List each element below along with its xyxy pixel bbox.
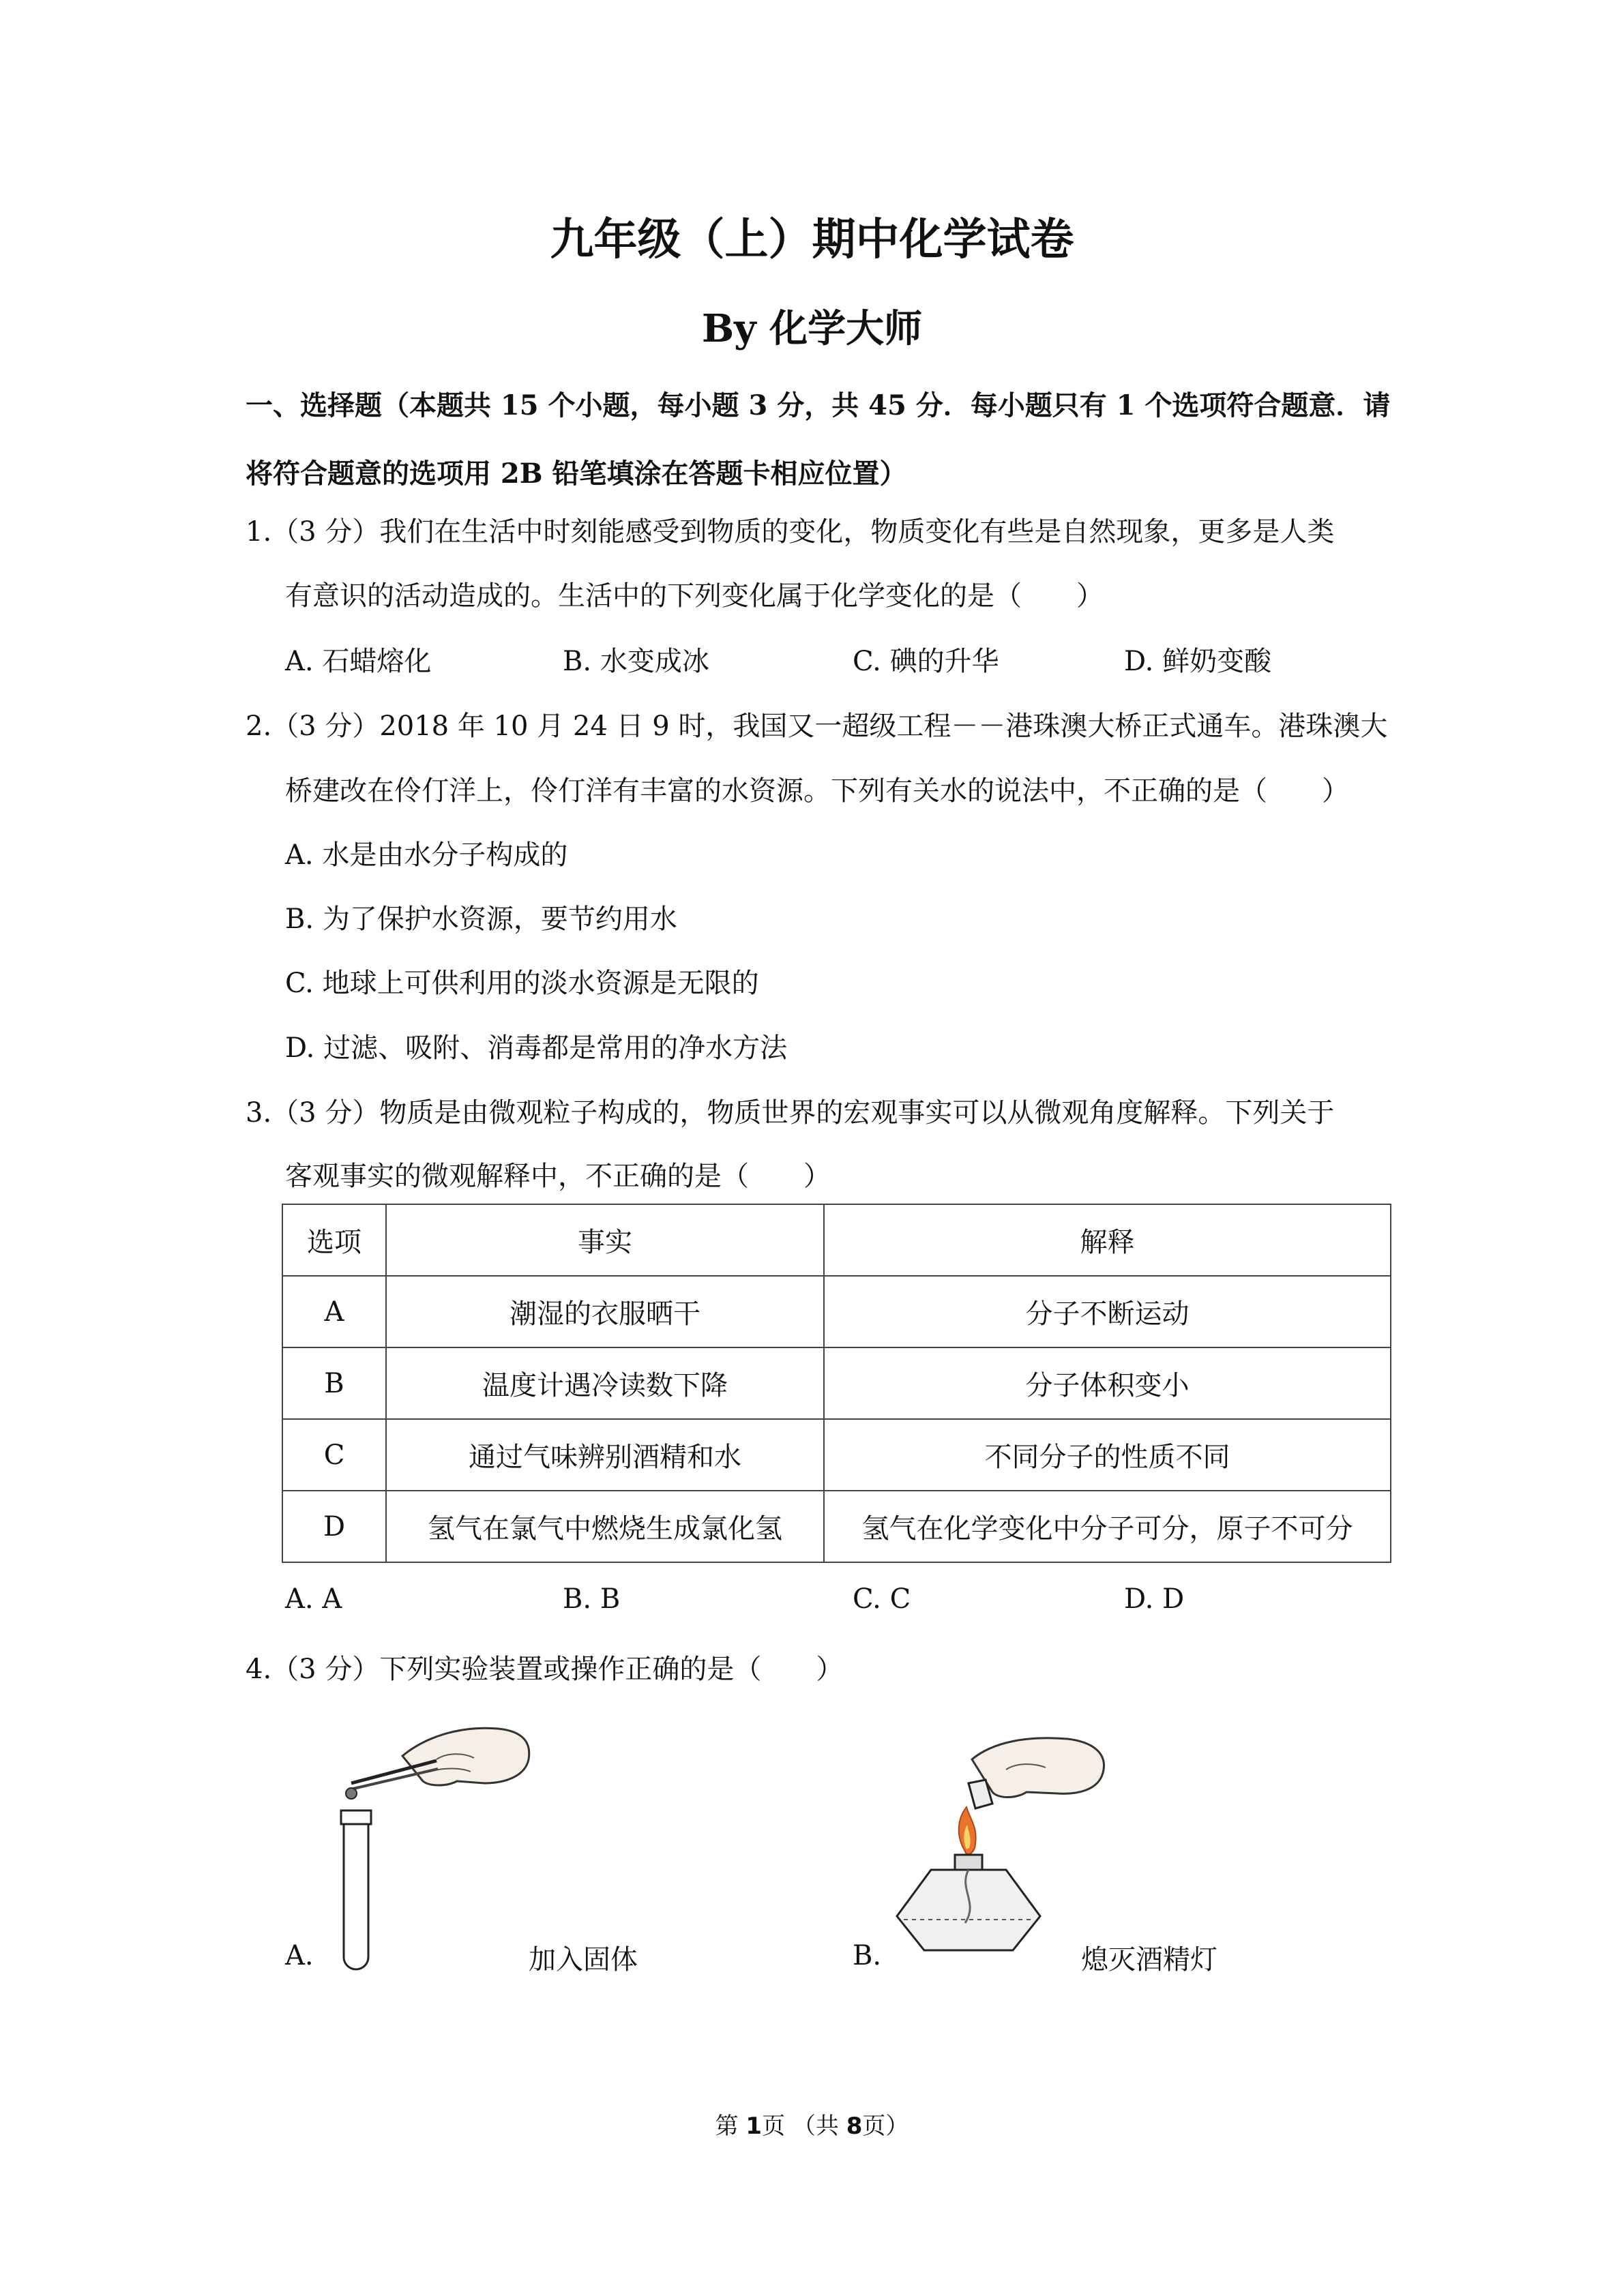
q3-line2: 客观事实的微观解释中，不正确的是（ ） — [285, 1161, 831, 1192]
q4-option-b-caption: 熄灭酒精灯 — [1081, 1944, 1217, 1976]
page-title: 九年级（上）期中化学试卷 — [550, 214, 1074, 265]
q2-line2: 桥建改在伶仃洋上，伶仃洋有丰富的水资源。下列有关水的说法中，不正确的是（ ） — [285, 775, 1349, 807]
q4-line1: 4.（3 分）下列实验装置或操作正确的是（ ） — [246, 1654, 844, 1685]
q4-option-b-letter: B. — [853, 1940, 882, 1971]
q3-option-b: B. B — [563, 1583, 621, 1615]
header-option: 选项 — [282, 1204, 386, 1276]
q2-option-a: A. 水是由水分子构成的 — [285, 839, 568, 871]
row-a-explanation: 分子不断运动 — [824, 1276, 1391, 1347]
section-heading: 一、选择题（本题共 15 个小题，每小题 3 分，共 45 分．每小题只有 1 个选项符合题意．请将符合题意的选项用 2B 铅笔填涂在答题卡相应位置） — [246, 389, 1391, 490]
facts-table — [282, 1204, 1391, 1563]
q3-option-c: C. C — [853, 1583, 911, 1615]
table-row — [282, 1419, 1391, 1491]
row-b-option: B — [282, 1347, 386, 1419]
row-a-option: A — [282, 1276, 386, 1347]
footer-prefix: 第 — [715, 2113, 746, 2140]
row-b-explanation: 分子体积变小 — [824, 1347, 1391, 1419]
table-header-row — [282, 1204, 1391, 1276]
table-row — [282, 1276, 1391, 1347]
table-row — [282, 1347, 1391, 1419]
row-d-option: D — [282, 1491, 386, 1562]
header-fact: 事实 — [386, 1204, 824, 1276]
row-c-option: C — [282, 1419, 386, 1491]
q3-option-d: D. D — [1124, 1583, 1185, 1615]
q1-option-b: B. 水变成冰 — [563, 646, 709, 677]
row-d-fact: 氢气在氯气中燃烧生成氯化氢 — [386, 1491, 824, 1562]
footer-total-pages: 8 — [846, 2113, 863, 2140]
q1-option-c: C. 碘的升华 — [853, 646, 999, 677]
q1-option-a: A. 石蜡熔化 — [285, 646, 432, 677]
test-tube-illustration — [321, 1718, 539, 1978]
q2-option-b: B. 为了保护水资源，要节约用水 — [285, 904, 677, 935]
footer-suffix: 页） — [862, 2113, 909, 2140]
q4-option-a-letter: A. — [285, 1940, 314, 1971]
row-c-explanation: 不同分子的性质不同 — [824, 1419, 1391, 1491]
q1-line1: 1.（3 分）我们在生活中时刻能感受到物质的变化，物质变化有些是自然现象，更多是人类 — [246, 516, 1335, 548]
header-explanation: 解释 — [824, 1204, 1391, 1276]
q3-option-a: A. A — [285, 1583, 342, 1615]
q3-line1: 3.（3 分）物质是由微观粒子构成的，物质世界的宏观事实可以从微观角度解释。下列关于 — [246, 1097, 1335, 1129]
q2-option-d: D. 过滤、吸附、消毒都是常用的净水方法 — [285, 1032, 788, 1064]
q2-option-c: C. 地球上可供利用的淡水资源是无限的 — [285, 968, 759, 999]
page-subtitle: By 化学大师 — [701, 306, 923, 351]
footer-page-number: 1 — [745, 2113, 763, 2140]
row-c-fact: 通过气味辨别酒精和水 — [386, 1419, 824, 1491]
q1-option-d: D. 鲜奶变酸 — [1124, 646, 1272, 677]
row-a-fact: 潮湿的衣服晒干 — [386, 1276, 824, 1347]
row-b-fact: 温度计遇冷读数下降 — [386, 1347, 824, 1419]
q2-line1: 2.（3 分）2018 年 10 月 24 日 9 时，我国又一超级工程－－港珠澳大桥正式通车。港珠澳大 — [246, 711, 1388, 742]
page-footer — [0, 2107, 1624, 2141]
table-row — [282, 1491, 1391, 1562]
footer-mid: 页 （共 — [762, 2113, 846, 2140]
q1-line2: 有意识的活动造成的。生活中的下列变化属于化学变化的是（ ） — [285, 580, 1104, 612]
row-d-explanation: 氢气在化学变化中分子可分，原子不可分 — [824, 1491, 1391, 1562]
q4-option-a-caption: 加入固体 — [529, 1944, 638, 1976]
